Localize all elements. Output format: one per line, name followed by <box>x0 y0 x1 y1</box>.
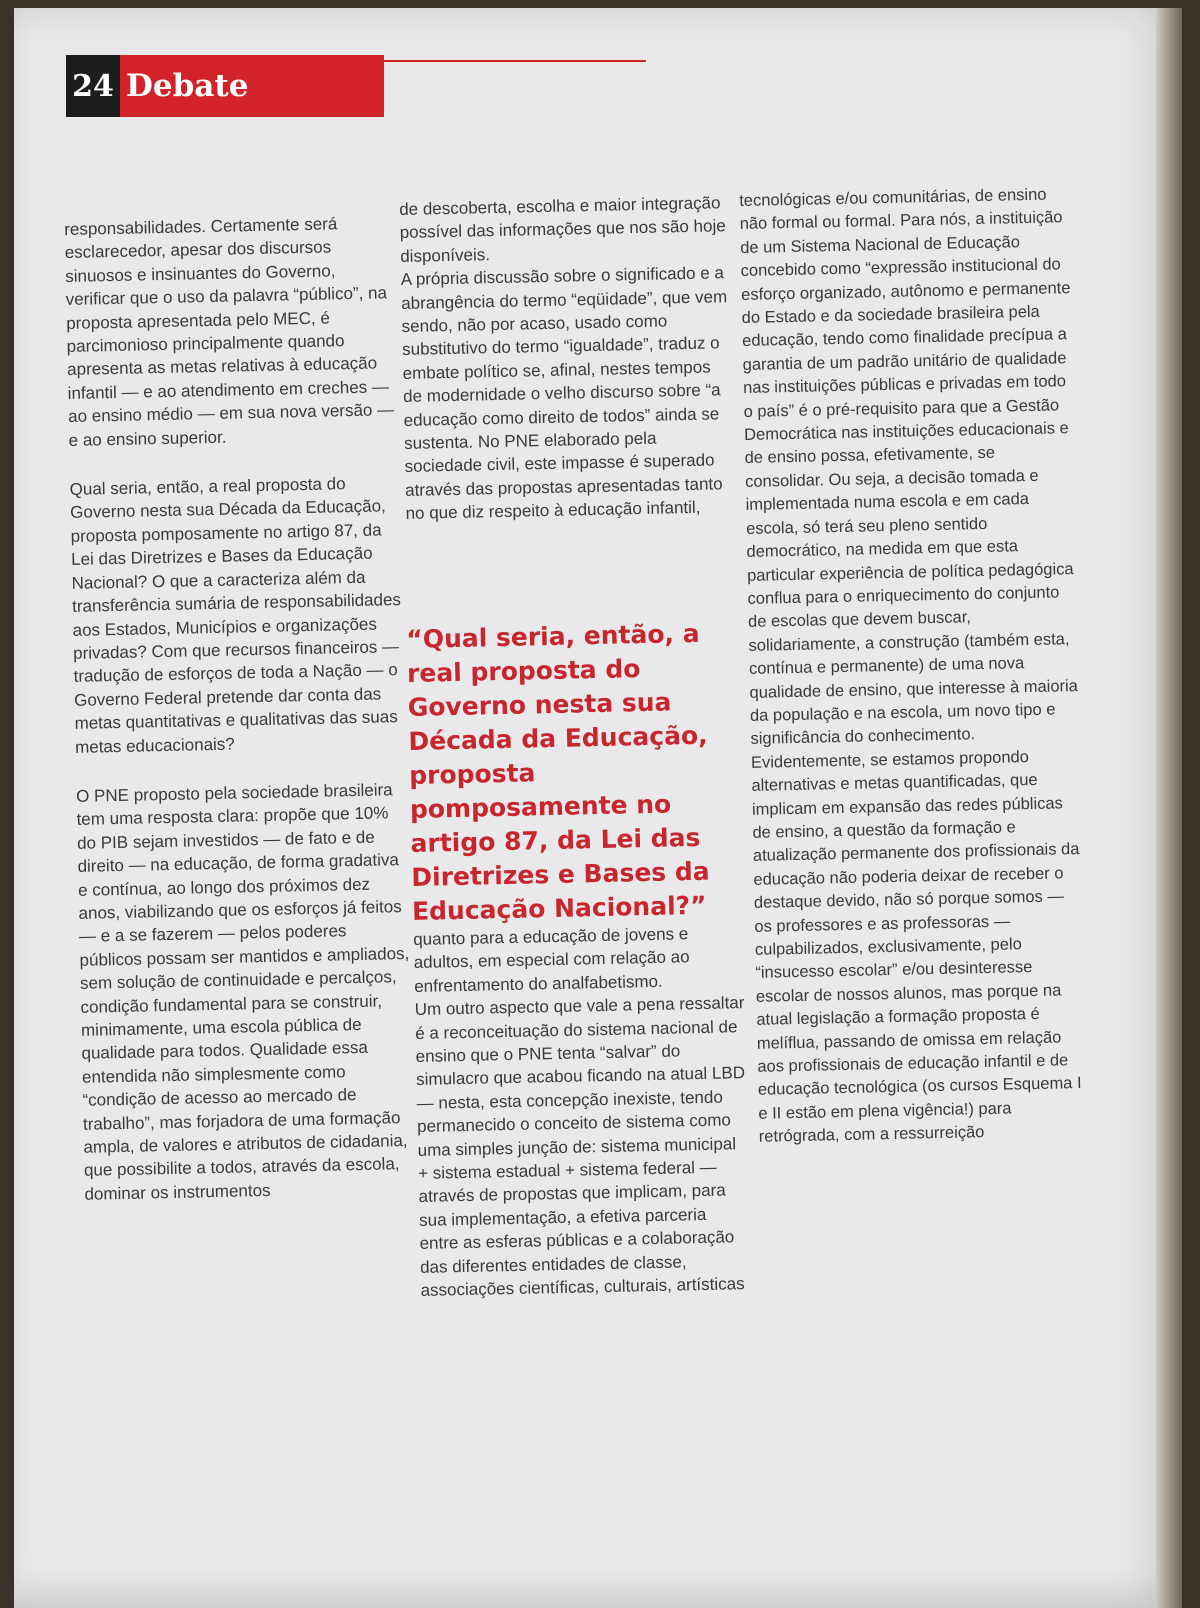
paragraph: de descoberta, escolha e maior integração possível das informações que nos são hoje disponíveis. <box>399 193 726 266</box>
section-title: Debate <box>120 55 384 117</box>
magazine-page <box>14 8 1182 1608</box>
page-header <box>66 55 384 117</box>
paragraph: tecnológicas e/ou comunitárias, de ensino não formal ou formal. Para nós, a instituição de um Sistema Nacional de Educação concebido como “expressão institucional do esforço organizado, autônomo e permanente do Estado e da sociedade brasileira pela educação, tendo como finalidade precípua a garantia de um padrão unitário de qualidade nas instituições públicas e privadas em todo o país” é o pré-requisito para que a Gestão Democrática nas instituições educacionais e de ensino possa, efetivamente, se consolidar. Ou seja, a decisão tomada e implementada numa escola e em cada escola, só terá seu pleno sentido democrático, na medida em que esta particular experiência de política pedagógica conflua para o enriquecimento do conjunto de escolas que devem buscar, solidariamente, a construção (também esta, contínua e permanente) de uma nova qualidade de ensino, que interesse à maioria da população e na escola, um novo tipo e significância do conhecimento. <box>739 185 1079 749</box>
paragraph: O PNE proposto pela sociedade brasileira tem uma resposta clara: propõe que 10% do PIB sejam investidos — de fato e de direito — na educação, de forma gradativa e contínua, ao longo dos próximos dez anos, viabilizando que os esforços já feitos — e a se fazerem — pelos poderes públicos possam ser mantidos e ampliados, sem solução de continuidade e percalços, condição fundamental para se construir, minimamente, uma escola pública de qualidade para todos. Qualidade essa entendida não simplesmente como “condição de acesso ao mercado de trabalho”, mas forjadora de uma formação ampla, de valores e atributos de cidadania, que possibilite a todos, através da escola, dominar os instrumentos <box>75 780 410 1204</box>
paragraph: Evidentemente, se estamos propondo alternativas e metas quantificadas, que implicam em expansão das redes públicas de ensino, a questão da formação e atualização permanente dos profissionais da educação não poderia deixar de receber o destaque devido, não só porque somos — os professores e as professoras — culpabilizados, exclusivamente, pelo “insucesso escolar” e/ou desinteresse escolar de nossos alunos, mas porque na atual legislação a formação proposta é melíflua, passando de omissa em relação aos profissionais de educação infantil e de educação tecnológica (os cursos Esquema I e II estão em plena vigência!) para retrógrada, com a ressurreição <box>750 747 1082 1147</box>
text-column-1 <box>64 211 415 1206</box>
paragraph: responsabilidades. Certamente será esclarecedor, apesar dos discursos sinuosos e insinuantes do Governo, verificar que o uso da palavra “público”, na proposta apresentada pelo MEC, é parcimonioso principalmente quando apresenta as metas relativas à educação infantil — e ao atendimento em creches — ao ensino médio — em sua nova versão — e ao ensino superior. <box>64 214 395 450</box>
page-number: 24 <box>66 55 120 117</box>
paragraph: A própria discussão sobre o significado e a abrangência do termo “eqüidade”, que vem sendo, não por acaso, usado como substitutivo do termo “igualdade”, traduz o embate político se, afinal, nestes tempos de modernidade o velho discurso sobre “a educação como direito de todos” ainda se sustenta. No PNE elaborado pela sociedade civil, este impasse é superado através das propostas apresentadas tanto no que diz respeito à educação infantil, <box>400 263 728 524</box>
paragraph: Qual seria, então, a real proposta do Governo nesta sua Década da Educação, proposta pomposamente no artigo 87, da Lei das Diretrizes e Bases da Educação Nacional? O que a caracteriza além da transferência sumária de responsabilidades aos Estados, Municípios e organizações privadas? Com que recursos financeiros — tradução de esforços de toda a Nação — o Governo Federal pretende dar conta das metas quantitativas e qualitativas das suas metas educacionais? <box>69 474 402 757</box>
text-column-2-bottom <box>413 921 751 1302</box>
page-edge-shadow <box>1156 8 1182 1608</box>
header-rule <box>384 60 646 62</box>
paragraph: Um outro aspecto que vale a pena ressaltar é a reconceituação do sistema nacional de ensino que o PNE tenta “salvar” do simulacro que acabou ficando na atual LBD — nesta, esta concepção inexiste, tendo permanecido o conceito de sistema como uma simples junção de: sistema municipal + sistema estadual + sistema federal — através de propostas que implicam, para sua implementação, a efetiva parceria entre as esferas públicas e a colaboração das diferentes entidades de classe, associações científicas, culturais, artísticas <box>414 993 746 1301</box>
text-column-2-top <box>399 191 736 526</box>
paragraph: quanto para a educação de jovens e adultos, em especial com relação ao enfrentamento do analfabetismo. <box>413 924 690 996</box>
text-column-3 <box>739 183 1089 1149</box>
pull-quote: “Qual seria, então, a real proposta do Governo nesta sua Década da Educação, proposta pomposamente no artigo 87, da Lei das Diretrizes e Bases da Educação Nacional?” <box>406 618 710 926</box>
